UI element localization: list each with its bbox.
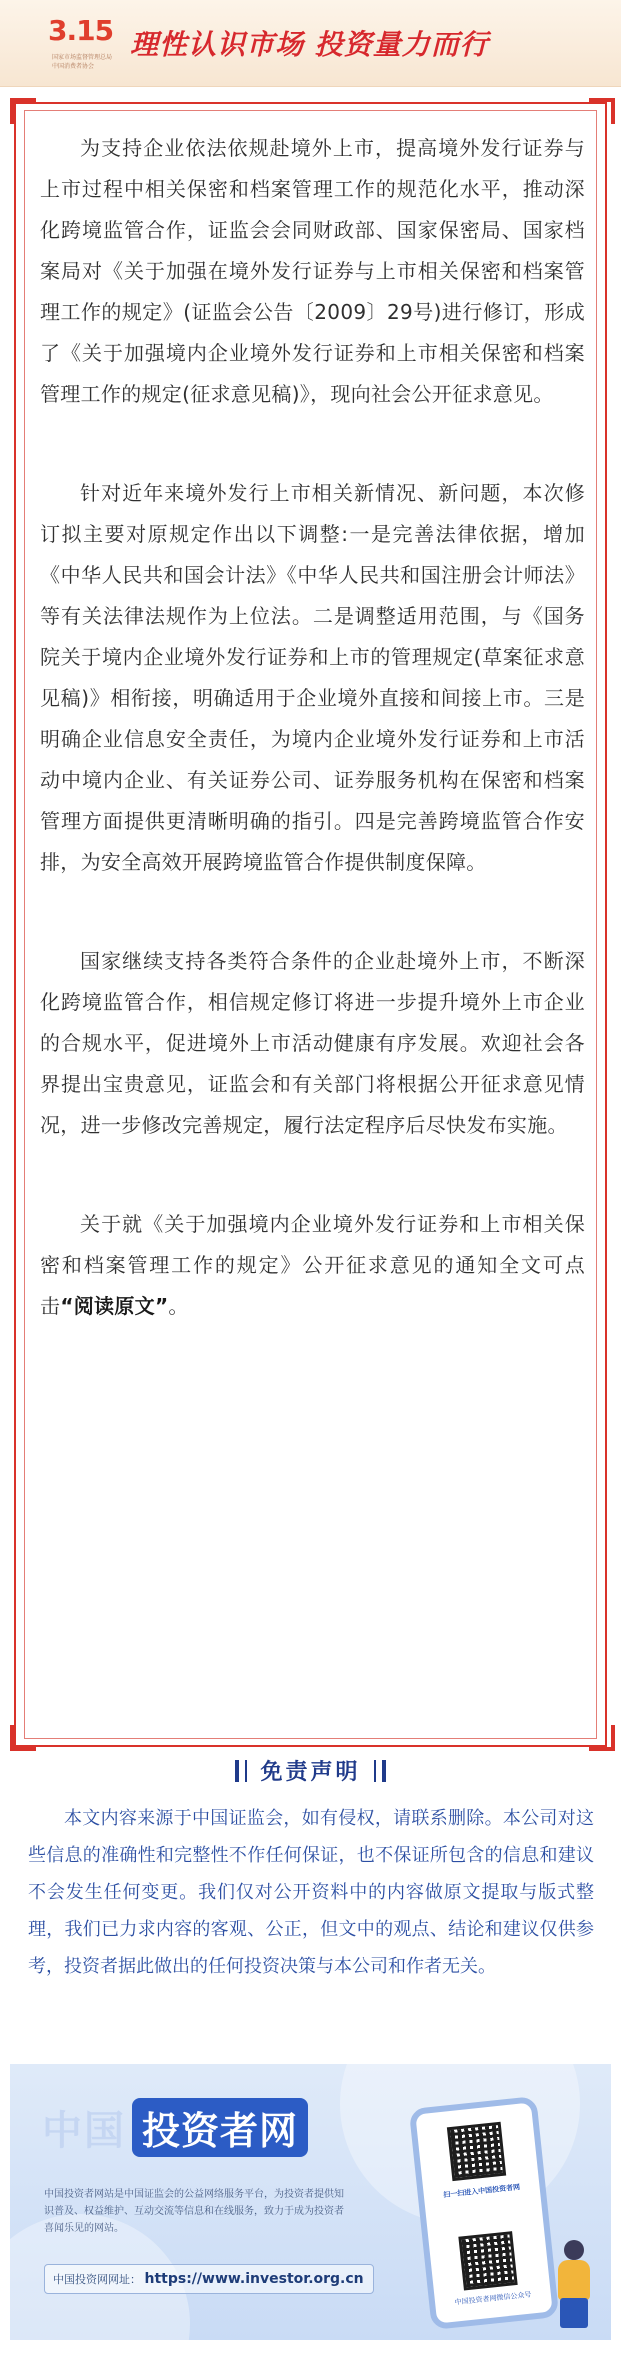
read-original-link[interactable]: “阅读原文”: [60, 1294, 169, 1318]
final-period: 。: [168, 1294, 189, 1318]
disclaimer-heading: [0, 1755, 621, 1786]
person-head: [564, 2240, 584, 2260]
article-paragraph: 为支持企业依法依规赴境外上市，提高境外发行证券与上市过程中相关保密和档案管理工作的规范化水平，推动深化跨境监管合作，证监会会同财政部、国家保密局、国家档案局对《关于加强在境外发行证券与上市相关保密和档案管理工作的规定》(证监会公告〔2009〕29号)进行修订，形成了《关于加强境内企业境外发行证券和上市相关保密和档案管理工作的规定(征求意见稿)》，现向社会公开征求意见。: [40, 136, 585, 406]
promo-title-china: 中国: [42, 2108, 126, 2154]
phone-illustration: [409, 2096, 560, 2330]
top-banner: [0, 0, 621, 87]
article-paragraph-final: [40, 1204, 585, 1327]
final-text: 关于就《关于加强境内企业境外发行证券和上市相关保密和档案管理工作的规定》公开征求意见的通知全文可点击: [40, 1212, 585, 1318]
frame-corner: [10, 1725, 36, 1751]
url-label: 中国投资网网址：: [53, 2273, 141, 2286]
frame-corner: [589, 1725, 615, 1751]
qr-code-icon[interactable]: [458, 2231, 517, 2290]
qr-code-icon[interactable]: [447, 2122, 506, 2181]
banner-slogan: 理性认识市场 投资量力而行: [130, 28, 489, 61]
logo-number: 3.15: [48, 14, 114, 47]
qr-caption: 扫一扫进入中国投资者网: [442, 2183, 521, 2200]
heading-bar: [374, 1760, 376, 1782]
heading-bar: [382, 1760, 386, 1782]
disclaimer-text: 本文内容来源于中国证监会，如有侵权，请联系删除。本公司对这些信息的准确性和完整性不作任何保证，也不保证所包含的信息和建议不会发生任何变更。我们仅对公开资料中的内容做原文提取与版式整理，我们已力求内容的客观、公正，但文中的观点、结论和建议仅供参考，投资者据此做出的任何投资决策与本公司和作者无关。: [28, 1808, 594, 1977]
article-body: [40, 128, 585, 1327]
315-logo: [48, 14, 122, 70]
heading-bar: [245, 1760, 247, 1782]
promo-url-box[interactable]: [44, 2264, 374, 2294]
heading-bar: [235, 1760, 239, 1782]
logo-subtitle: 国家市场监督管理总局: [52, 54, 113, 61]
investor-site-promo[interactable]: [10, 2064, 611, 2340]
article-paragraph: 国家继续支持各类符合条件的企业赴境外上市，不断深化跨境监管合作，相信规定修订将进一步提升境外上市企业的合规水平，促进境外上市活动健康有序发展。欢迎社会各界提出宝贵意见，证监会和有关部门将根据公开征求意见情况，进一步修改完善规定，履行法定程序后尽快发布实施。: [40, 949, 585, 1137]
frame-corner: [10, 98, 36, 124]
promo-title-badge: 投资者网: [132, 2098, 308, 2157]
article-paragraph: 针对近年来境外发行上市相关新情况、新问题，本次修订拟主要对原规定作出以下调整:一是完善法律依据，增加《中华人民共和国会计法》《中华人民共和国注册会计师法》等有关法律法规作为上位法。二是调整适用范围，与《国务院关于境内企业境外发行证券和上市的管理规定(草案征求意见稿)》相衔接，明确适用于企业境外直接和间接上市。三是明确企业信息安全责任，为境内企业境外发行证券和上市活动中境内企业、有关证券公司、证券服务机构在保密和档案管理方面提供更清晰明确的指引。四是完善跨境监管合作安排，为安全高效开展跨境监管合作提供制度保障。: [40, 481, 585, 874]
promo-title: [42, 2098, 308, 2157]
logo-subtitle-2: 中国消费者协会: [52, 63, 95, 70]
person-illustration: [550, 2240, 598, 2330]
frame-corner: [589, 98, 615, 124]
promo-description: 中国投资者网站是中国证监会的公益网络服务平台，为投资者提供知识普及、权益维护、互动交流等信息和在线服务，致力于成为投资者喜闻乐见的网站。: [44, 2189, 344, 2234]
person-legs: [560, 2298, 588, 2328]
disclaimer-title: 免责声明: [260, 1760, 361, 1785]
site-url[interactable]: https://www.investor.org.cn: [144, 2271, 364, 2287]
person-body: [558, 2260, 590, 2300]
qr-caption: 中国投资者网微信公众号: [454, 2290, 532, 2307]
